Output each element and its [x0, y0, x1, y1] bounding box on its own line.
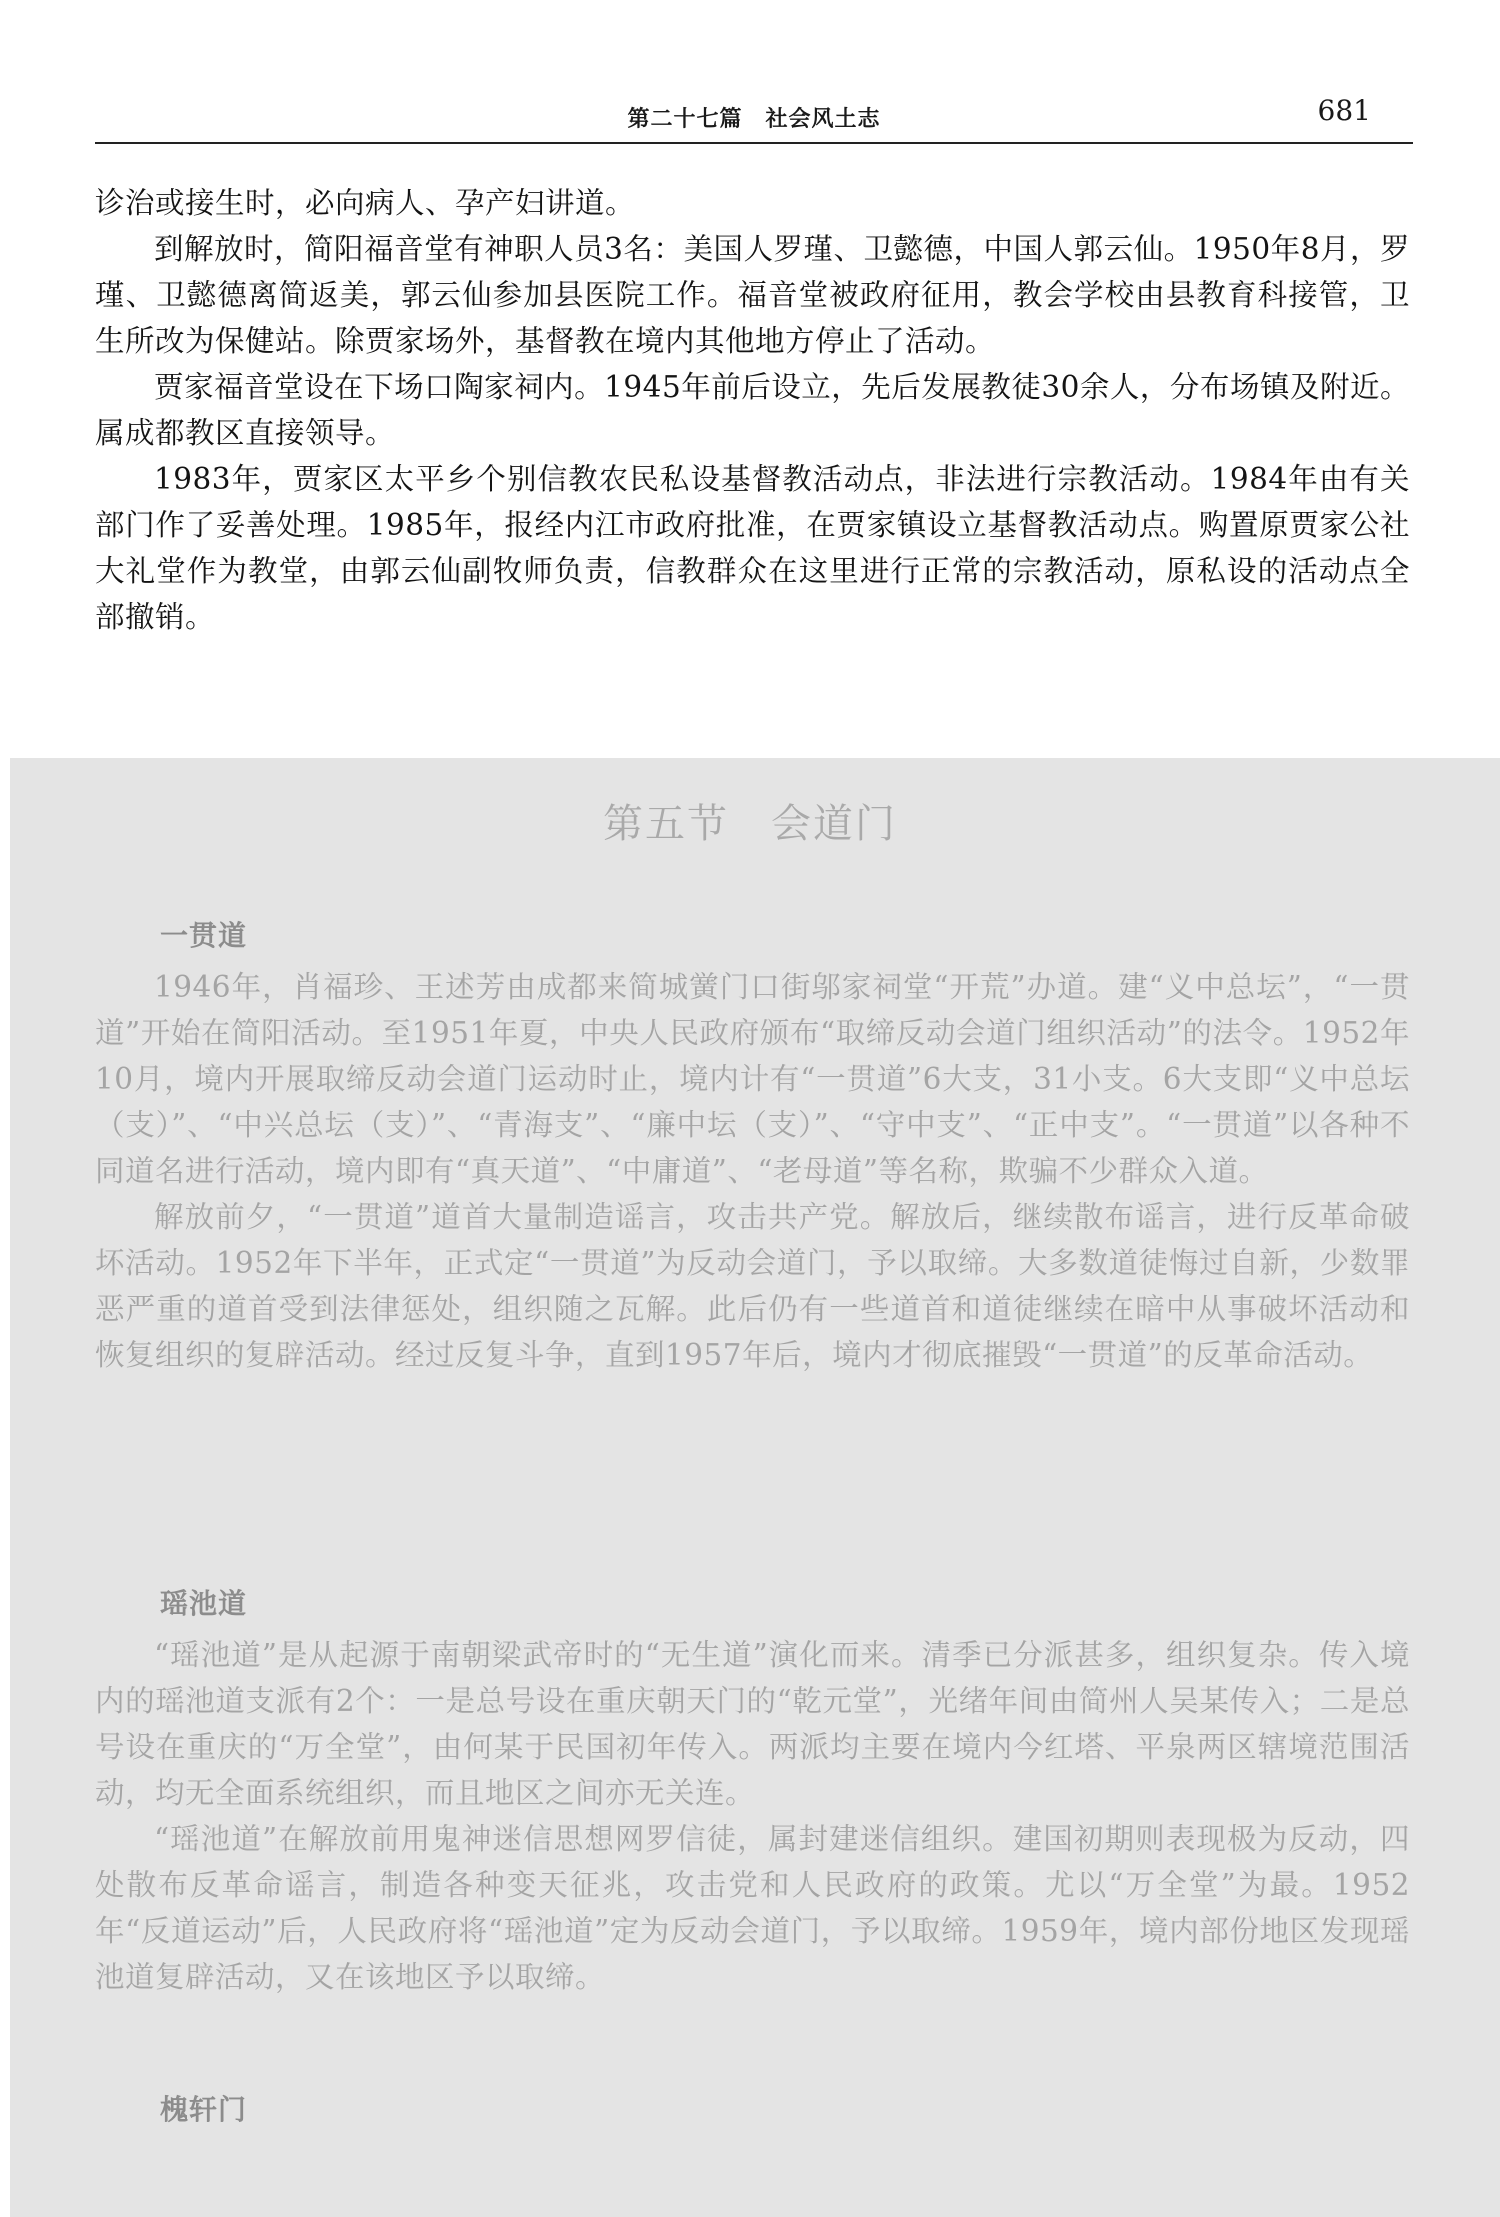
paragraph: 到解放时，简阳福音堂有神职人员3名：美国人罗瑾、卫懿德，中国人郭云仙。1950年8月，罗瑾、卫懿德离简返美，郭云仙参加县医院工作。福音堂被政府征用，教会学校由县教育科接管，卫生所改为保健站。除贾家场外，基督教在境内其他地方停止了活动。: [95, 232, 1410, 358]
paragraph: 贾家福音堂设在下场口陶家祠内。1945年前后设立，先后发展教徒30余人，分布场镇及附近。属成都教区直接领导。: [95, 370, 1410, 450]
paragraph: “瑶池道”是从起源于南朝梁武帝时的“无生道”演化而来。清季已分派甚多，组织复杂。传入境内的瑶池道支派有2个：一是总号设在重庆朝天门的“乾元堂”，光绪年间由简州人吴某传入；二是总号设在重庆的“万全堂”，由何某于民国初年传入。两派均主要在境内今红塔、平泉两区辖境范围活动，均无全面系统组织，而且地区之间亦无关连。: [95, 1638, 1410, 1810]
subsection-yiguandao-text: [95, 964, 1410, 1378]
top-text-block: [95, 180, 1410, 640]
paragraph: 解放前夕，“一贯道”道首大量制造谣言，攻击共产党。解放后，继续散布谣言，进行反革命破坏活动。1952年下半年，正式定“一贯道”为反动会道门，予以取缔。大多数道徒悔过自新，少数罪恶严重的道首受到法律惩处，组织随之瓦解。此后仍有一些道首和道徒继续在暗中从事破坏活动和恢复组织的复辟活动。经过反复斗争，直到1957年后，境内才彻底摧毁“一贯道”的反革命活动。: [95, 1200, 1410, 1372]
page-header: [95, 92, 1413, 144]
running-title: 第二十七篇 社会风土志: [627, 106, 881, 132]
paragraph: 1946年，肖福珍、王述芳由成都来简城黉门口街邬家祠堂“开荒”办道。建“义中总坛”，“一贯道”开始在简阳活动。至1951年夏，中央人民政府颁布“取缔反动会道门组织活动”的法令。1952年10月，境内开展取缔反动会道门运动时止，境内计有“一贯道”6大支，31小支。6大支即“义中总坛（支）”、“中兴总坛（支）”、“青海支”、“廉中坛（支）”、“守中支”、“正中支”。“一贯道”以各种不同道名进行活动，境内即有“真天道”、“中庸道”、“老母道”等名称，欺骗不少群众入道。: [95, 970, 1410, 1188]
section-title: 第五节 会道门: [603, 801, 897, 847]
page-number: 681: [1317, 94, 1371, 127]
subsection-yaochidao-text: [95, 1632, 1410, 2000]
subsection-heading-yiguandao: 一贯道: [160, 919, 248, 952]
paragraph: 诊治或接生时，必向病人、孕产妇讲道。: [95, 186, 636, 220]
paragraph: “瑶池道”在解放前用鬼神迷信思想网罗信徒，属封建迷信组织。建国初期则表现极为反动，四处散布反革命谣言，制造各种变天征兆，攻击党和人民政府的政策。尤以“万全堂”为最。1952年“反道运动”后，人民政府将“瑶池道”定为反动会道门，予以取缔。1959年，境内部份地区发现瑶池道复辟活动，又在该地区予以取缔。: [95, 1822, 1410, 1994]
paragraph: 1983年，贾家区太平乡个别信教农民私设基督教活动点，非法进行宗教活动。1984年由有关部门作了妥善处理。1985年，报经内江市政府批准，在贾家镇设立基督教活动点。购置原贾家公社大礼堂作为教堂，由郭云仙副牧师负责，信教群众在这里进行正常的宗教活动，原私设的活动点全部撤销。: [95, 462, 1410, 634]
subsection-heading-yaochidao: 瑶池道: [160, 1587, 248, 1620]
subsection-heading-huaixuanmen: 槐轩门: [160, 2093, 248, 2126]
